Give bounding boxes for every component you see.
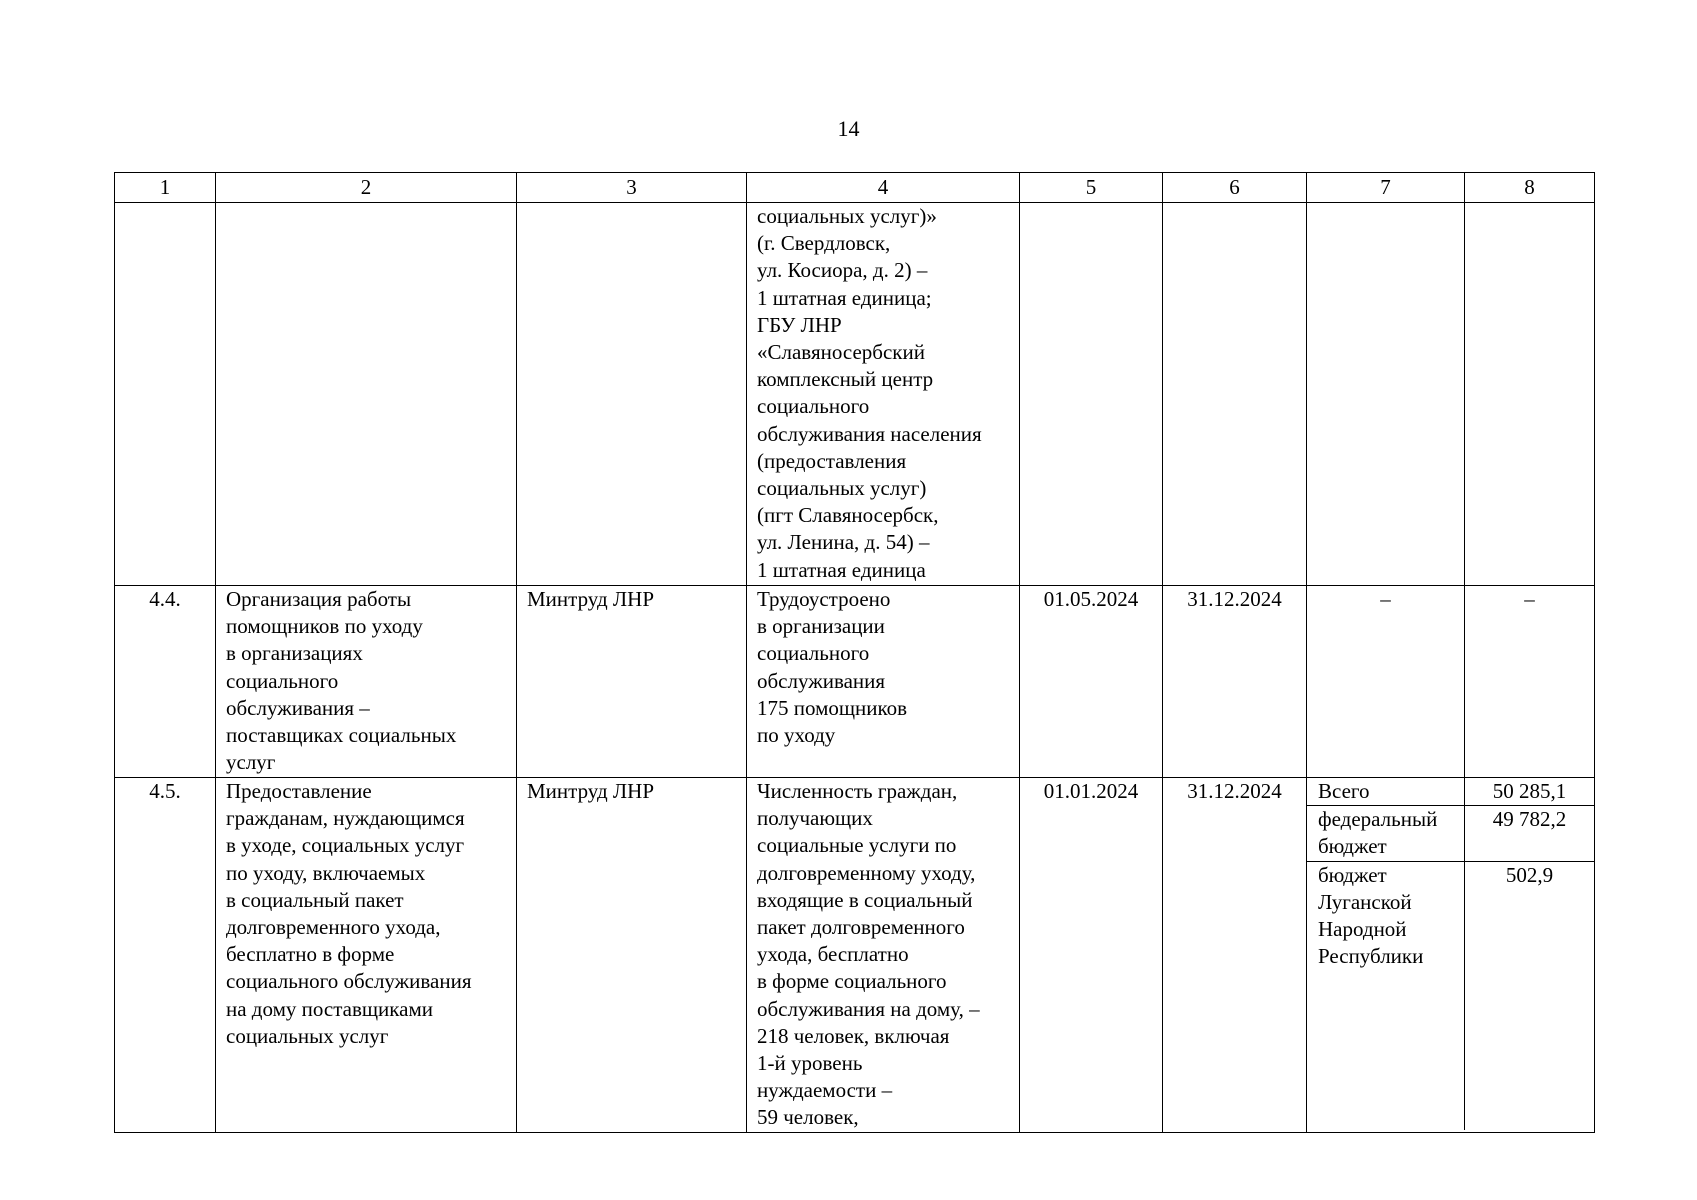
cell-activity xyxy=(216,203,517,586)
cell-end-date: 31.12.2024 xyxy=(1163,778,1307,1133)
cell-responsible: Минтруд ЛНР xyxy=(517,586,747,778)
program-table xyxy=(114,172,1595,1133)
funding-row-regional xyxy=(1307,862,1594,1130)
cell-start-date xyxy=(1020,203,1163,586)
header-row xyxy=(115,173,1595,203)
funding-amount: 50 285,1 xyxy=(1492,779,1567,803)
cell-responsible: Минтруд ЛНР xyxy=(517,778,747,1133)
cell-end-date xyxy=(1163,203,1307,586)
cell-number: 4.4. xyxy=(115,586,216,778)
cell-number: 4.5. xyxy=(115,778,216,1133)
column-header-6: 6 xyxy=(1163,173,1307,203)
column-header-5: 5 xyxy=(1020,173,1163,203)
cell-result: Численность граждан, получающих социальные услуги по долговременному уходу, входящие в социальный пакет долговременного ухода, бесплатно в форме социального обслуживания на дому, – 218 человек, включая 1-й уровень нуждаемости – 59 человек, xyxy=(747,778,1020,1133)
cell-activity: Предоставление гражданам, нуждающимся в уходе, социальных услуг по уходу, включаемых в социальный пакет долговременного ухода, бесплатно в форме социального обслуживания на дому поставщиками социальных услуг xyxy=(216,778,517,1133)
cell-start-date: 01.05.2024 xyxy=(1020,586,1163,778)
funding-source: федеральный бюджет xyxy=(1307,806,1465,860)
cell-funding-amount xyxy=(1465,586,1595,778)
funding-source-dash: – xyxy=(1380,587,1391,611)
column-header-1: 1 xyxy=(115,173,216,203)
cell-activity: Организация работы помощников по уходу в организациях социального обслуживания – поставщиках социальных услуг xyxy=(216,586,517,778)
column-header-8: 8 xyxy=(1465,173,1595,203)
cell-end-date: 31.12.2024 xyxy=(1163,586,1307,778)
cell-start-date: 01.01.2024 xyxy=(1020,778,1163,1133)
funding-source: бюджет Луганской Народной Республики xyxy=(1307,862,1465,1130)
cell-result: социальных услуг)» (г. Свердловск, ул. Косиора, д. 2) – 1 штатная единица; ГБУ ЛНР «Славяносербский комплексный центр социального обслуживания населения (предоставления социальных услуг) (пгт Славяносербск, ул. Ленина, д. 54) – 1 штатная единица xyxy=(747,203,1020,586)
funding-row-federal xyxy=(1307,806,1594,861)
table-row-continuation xyxy=(115,203,1595,586)
funding-row-total xyxy=(1307,778,1594,806)
funding-source: Всего xyxy=(1307,778,1465,805)
table-row-4-5 xyxy=(115,778,1595,1133)
column-header-4: 4 xyxy=(747,173,1020,203)
cell-funding-amount xyxy=(1465,203,1595,586)
funding-amount-dash: – xyxy=(1524,587,1535,611)
cell-funding-source xyxy=(1307,586,1465,778)
cell-responsible xyxy=(517,203,747,586)
cell-number xyxy=(115,203,216,586)
column-header-2: 2 xyxy=(216,173,517,203)
table-row-4-4 xyxy=(115,586,1595,778)
funding-breakdown xyxy=(1307,778,1595,1133)
page-number: 14 xyxy=(837,116,860,141)
funding-amount: 502,9 xyxy=(1505,862,1554,887)
funding-amount: 49 782,2 xyxy=(1492,807,1567,832)
cell-result: Трудоустроено в организации социального обслуживания 175 помощников по уходу xyxy=(747,586,1020,778)
column-header-7: 7 xyxy=(1307,173,1465,203)
cell-funding-source xyxy=(1307,203,1465,586)
column-header-3: 3 xyxy=(517,173,747,203)
